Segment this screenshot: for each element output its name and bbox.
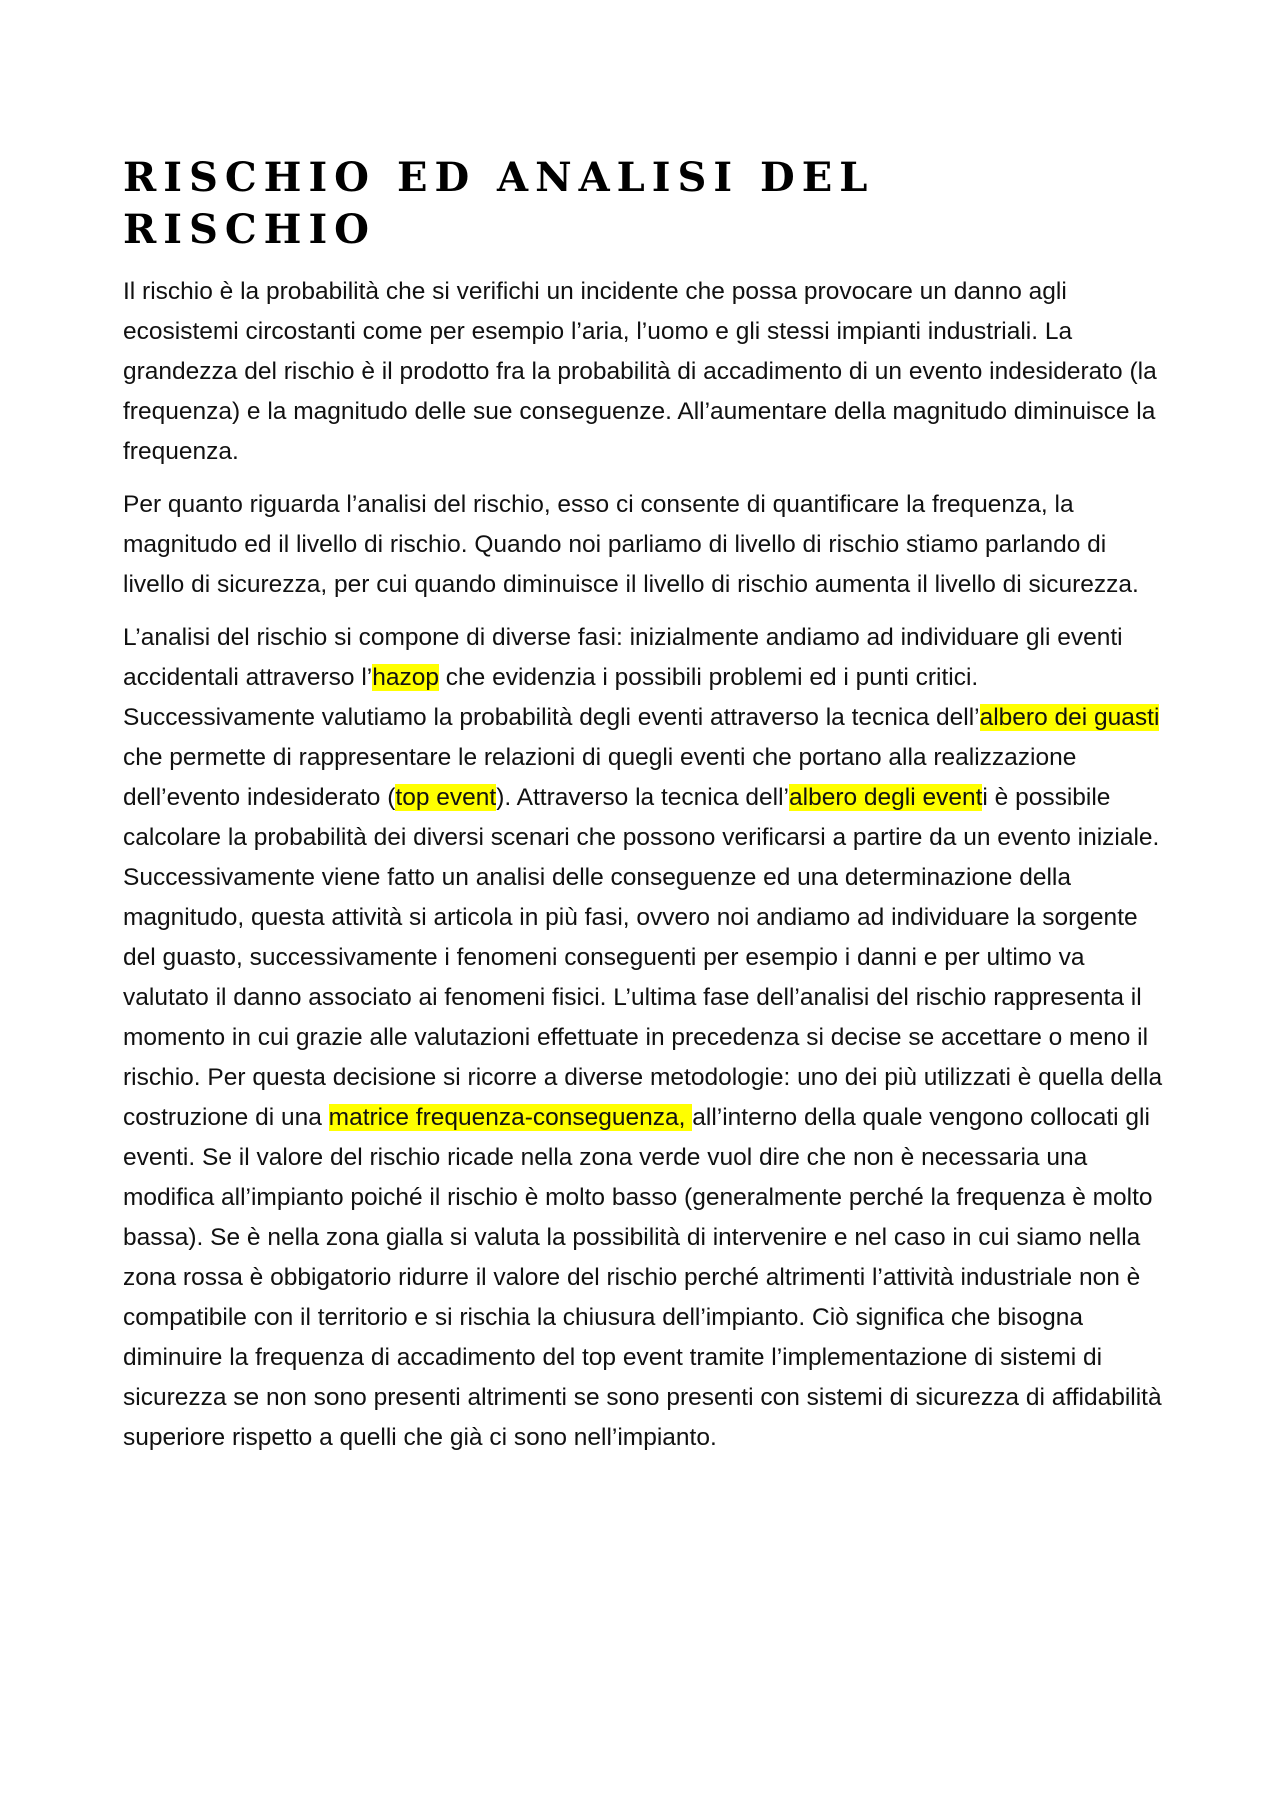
paragraph xyxy=(123,618,1168,1458)
paragraph-text: ). Attraverso la tecnica dell’ xyxy=(496,784,789,811)
paragraph-text: all’interno della quale vengono collocati gli eventi. Se il valore del rischio ricade nella zona verde vuol dire che non è necessaria una modifica all’impianto poiché il rischio è molto basso (generalmente perché la frequenza è molto bassa). Se è nella zona gialla si valuta la possibilità di intervenire e nel caso in cui siamo nella zona rossa è obbigatorio ridurre il valore del rischio perché altrimenti l’attività industriale non è compatibile con il territorio e si rischia la chiusura dell’impianto. Ciò significa che bisogna diminuire la frequenza di accadimento del top event tramite l’implementazione di sistemi di sicurezza se non sono presenti altrimenti se sono presenti con sistemi di sicurezza di affidabilità superiore rispetto a quelli che già ci sono nell’impianto. xyxy=(123,1104,1162,1451)
paragraph-text: L’analisi del rischio si compone di diverse fasi: inizialmente andiamo ad individuare gli eventi accidentali attraverso l’ xyxy=(123,624,1123,691)
highlighted-term: hazop xyxy=(372,664,439,691)
paragraph-text: Il rischio è la probabilità che si verifichi un incidente che possa provocare un danno agli ecosistemi circostanti come per esempio l’aria, l’uomo e gli stessi impianti industriali. La grandezza del rischio è il prodotto fra la probabilità di accadimento di un evento indesiderato (la frequenza) e la magnitudo delle sue conseguenze. All’aumentare della magnitudo diminuisce la frequenza. xyxy=(123,278,1157,465)
document-title: RISCHIO ED ANALISI DEL RISCHIO xyxy=(123,154,875,253)
paragraph-text: Per quanto riguarda l’analisi del rischio, esso ci consente di quantificare la frequenza, la magnitudo ed il livello di rischio. Quando noi parliamo di livello di rischio stiamo parlando di livello di sicurezza, per cui quando diminuisce il livello di rischio aumenta il livello di sicurezza. xyxy=(123,491,1139,598)
highlighted-term: matrice frequenza-conseguenza, xyxy=(328,1104,693,1131)
paragraph-text: che permette di rappresentare le relazioni di quegli eventi che portano alla realizzazione dell’evento indesiderato ( xyxy=(123,744,1077,811)
highlighted-term: albero dei guasti xyxy=(979,704,1160,731)
highlighted-term: top event xyxy=(395,784,497,811)
paragraph xyxy=(123,485,1168,605)
paragraph-text: che evidenzia i possibili problemi ed i punti critici. Successivamente valutiamo la probabilità degli eventi attraverso la tecnica dell’ xyxy=(123,664,980,731)
paragraph-text: i è possibile calcolare la probabilità dei diversi scenari che possono verificarsi a partire da un evento iniziale. Successivamente viene fatto un analisi delle conseguenze ed una determinazione della magnitudo, questa attività si articola in più fasi, ovvero noi andiamo ad individuare la sorgente del guasto, successivamente i fenomeni conseguenti per esempio i danni e per ultimo va valutato il danno associato ai fenomeni fisici. L’ultima fase dell’analisi del rischio rappresenta il momento in cui grazie alle valutazioni effettuate in precedenza si decise se accettare o meno il rischio. Per questa decisione si ricorre a diverse metodologie: uno dei più utilizzati è quella della costruzione di una xyxy=(123,784,1163,1131)
paragraph xyxy=(123,272,1168,472)
document-body xyxy=(123,272,1168,1471)
highlighted-term: albero degli event xyxy=(789,784,983,811)
